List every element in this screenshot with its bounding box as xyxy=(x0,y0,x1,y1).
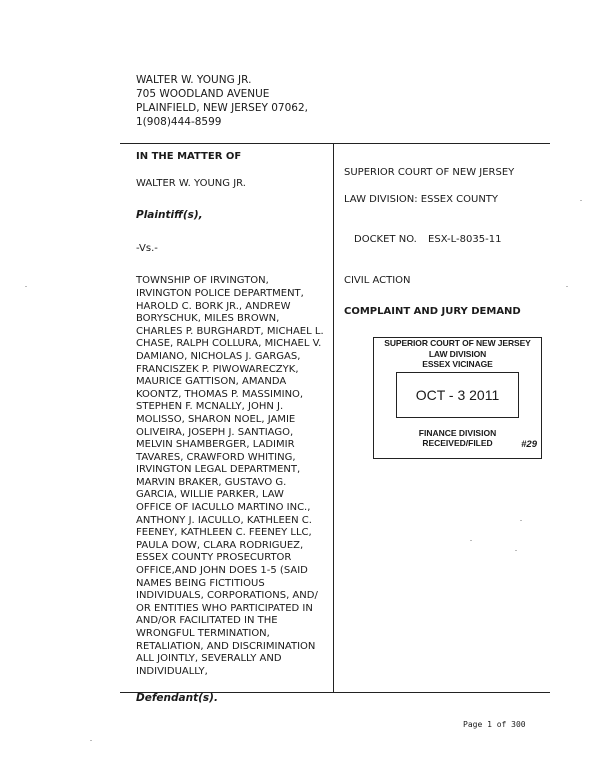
address-line: 1(908)444-8599 xyxy=(136,116,222,128)
scan-speck xyxy=(580,200,582,201)
defendant-line: MAURICE GATTISON, AMANDA xyxy=(136,376,287,388)
scan-speck xyxy=(90,740,92,741)
defendant-line: AND/OR FACILITATED IN THE xyxy=(136,615,278,627)
defendant-line: TOWNSHIP OF IRVINGTON, xyxy=(136,275,269,287)
stamp-court: SUPERIOR COURT OF NEW JERSEY xyxy=(384,338,531,348)
defendant-line: ALL JOINTLY, SEVERALLY AND xyxy=(136,653,282,665)
stamp-date: OCT - 3 2011 xyxy=(396,372,519,418)
stamp-finance: FINANCE DIVISION xyxy=(418,428,497,438)
defendant-line: GARCIA, WILLIE PARKER, LAW xyxy=(136,489,284,501)
defendant-line: MOLISSO, SHARON NOEL, JAMIE xyxy=(136,413,296,425)
caption-parties xyxy=(136,151,331,705)
defendants-list xyxy=(136,275,331,678)
defendant-line: HAROLD C. BORK JR., ANDREW xyxy=(136,300,291,312)
scan-speck xyxy=(566,286,568,287)
complaint-title: COMPLAINT AND JURY DEMAND xyxy=(344,306,521,317)
defendant-line: IRVINGTON POLICE DEPARTMENT, xyxy=(136,287,304,299)
scan-speck xyxy=(515,550,517,551)
defendant-line: IRVINGTON LEGAL DEPARTMENT, xyxy=(136,464,301,476)
docket xyxy=(344,233,544,246)
page-number: Page 1 of 300 xyxy=(463,720,526,729)
address-line: PLAINFIELD, NEW JERSEY 07062, xyxy=(136,102,308,114)
caption-court xyxy=(344,166,544,318)
sender-address xyxy=(136,73,308,129)
filing-stamp xyxy=(373,337,542,459)
defendant-line: NAMES BEING FICTITIOUS xyxy=(136,577,265,589)
docket-label: DOCKET NO. xyxy=(354,234,417,245)
defendant-line: RETALIATION, AND DISCRIMINATION xyxy=(136,640,316,652)
defendant-line: FRANCISZEK P. PIWOWARECZYK, xyxy=(136,363,299,375)
stamp-number: #29 xyxy=(521,439,537,450)
defendant-line: MELVIN SHAMBERGER, LADIMIR xyxy=(136,439,295,451)
scan-speck xyxy=(470,540,472,541)
defendant-line: PAULA DOW, CLARA RODRIGUEZ, xyxy=(136,539,304,551)
address-line: WALTER W. YOUNG JR. xyxy=(136,74,252,86)
defendant-line: INDIVIDUALLY, xyxy=(136,665,208,677)
civil-action: CIVIL ACTION xyxy=(344,275,411,286)
stamp-footer xyxy=(374,429,541,448)
stamp-received: RECEIVED/FILED xyxy=(422,437,493,448)
matter-heading: IN THE MATTER OF xyxy=(136,151,242,162)
defendant-line: ESSEX COUNTY PROSECURTOR xyxy=(136,552,292,564)
defendant-line: DAMIANO, NICHOLAS J. GARGAS, xyxy=(136,350,301,362)
defendant-line: INDIVIDUALS, CORPORATIONS, AND/ xyxy=(136,590,318,602)
scan-speck xyxy=(520,520,522,521)
defendant-line: OFFICE,AND JOHN DOES 1-5 (SAID xyxy=(136,565,308,577)
defendant-line: STEPHEN F. MCNALLY, JOHN J. xyxy=(136,401,284,413)
caption-divider xyxy=(333,143,334,692)
defendant-line: ANTHONY J. IACULLO, KATHLEEN C. xyxy=(136,514,312,526)
defendant-line: CHARLES P. BURGHARDT, MICHAEL L. xyxy=(136,325,324,337)
defendant-line: OR ENTITIES WHO PARTICIPATED IN xyxy=(136,602,313,614)
plaintiff-label: Plaintiff(s), xyxy=(136,209,203,222)
court-name: SUPERIOR COURT OF NEW JERSEY xyxy=(344,167,515,178)
defendant-line: KOONTZ, THOMAS P. MASSIMINO, xyxy=(136,388,304,400)
plaintiff-name: WALTER W. YOUNG JR. xyxy=(136,177,246,189)
stamp-division: LAW DIVISION xyxy=(428,348,487,359)
defendant-line: FEENEY, KATHLEEN C. FEENEY LLC, xyxy=(136,527,312,539)
defendant-line: BORYSCHUK, MILES BROWN, xyxy=(136,313,280,325)
defendant-label: Defendant(s). xyxy=(136,692,218,705)
docket-number: ESX-L-8035-11 xyxy=(428,234,502,245)
caption-top-rule xyxy=(120,143,550,144)
address-line: 705 WOODLAND AVENUE xyxy=(136,88,270,100)
defendant-line: OFFICE OF IACULLO MARTINO INC., xyxy=(136,502,311,514)
scan-speck xyxy=(25,286,27,287)
defendant-line: MARVIN BRAKER, GUSTAVO G. xyxy=(136,476,287,488)
defendant-line: WRONGFUL TERMINATION, xyxy=(136,628,270,639)
versus: -Vs.- xyxy=(136,242,158,254)
court-division: LAW DIVISION: ESSEX COUNTY xyxy=(344,194,499,205)
defendant-line: TAVARES, CRAWFORD WHITING, xyxy=(136,451,296,463)
defendant-line: OLIVEIRA, JOSEPH J. SANTIAGO, xyxy=(136,426,294,438)
defendant-line: CHASE, RALPH COLLURA, MICHAEL V. xyxy=(136,338,322,350)
stamp-vicinage: ESSEX VICINAGE xyxy=(422,359,493,369)
